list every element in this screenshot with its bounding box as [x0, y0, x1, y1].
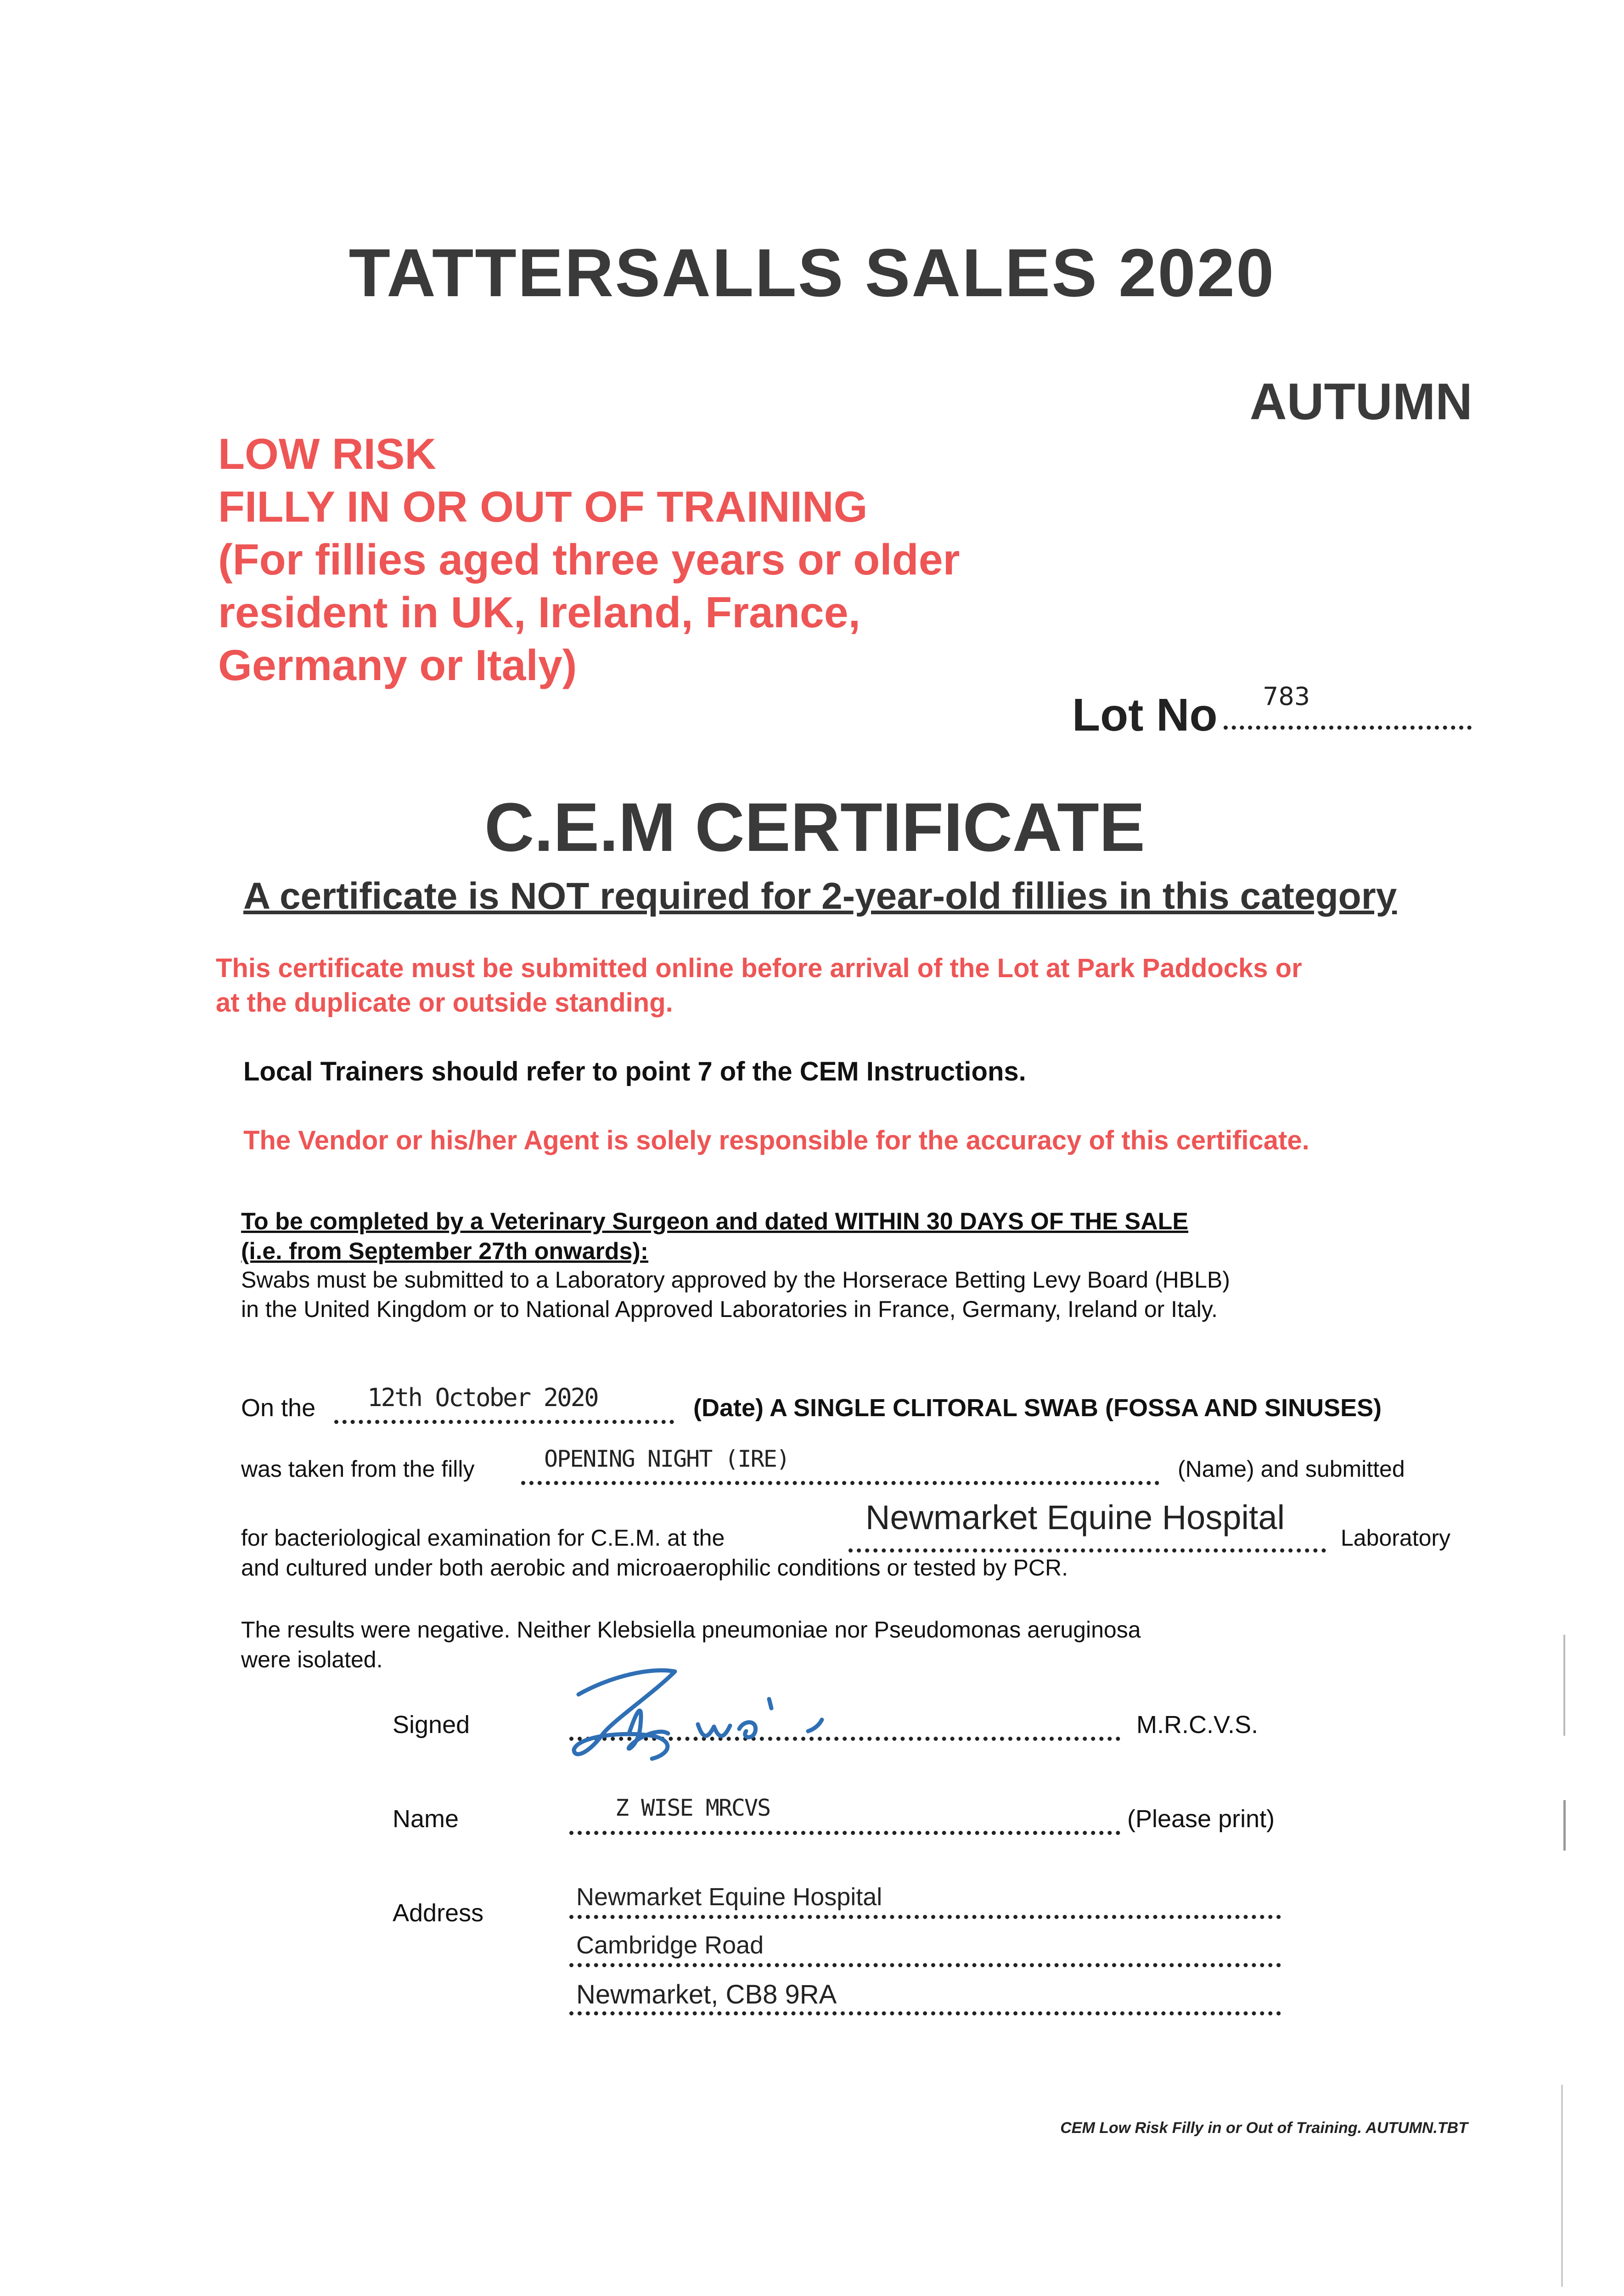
- scan-mark-middle: [1563, 1800, 1566, 1851]
- instructions-heading-line-1: To be completed by a Veterinary Surgeon and dated WITHIN 30 DAYS OF THE SALE: [241, 1208, 1189, 1235]
- mrcvs-suffix: M.R.C.V.S.: [1136, 1711, 1259, 1739]
- laboratory-dots: [849, 1548, 1326, 1553]
- vendor-responsibility-note: The Vendor or his/her Agent is solely responsible for the accuracy of this certificate.: [243, 1125, 1309, 1155]
- category-line-2: FILLY IN OR OUT OF TRAINING: [218, 483, 868, 531]
- handwritten-signature: [560, 1644, 891, 1773]
- vet-name-label: Name: [393, 1805, 459, 1833]
- instructions-heading-line-2: (i.e. from September 27th onwards):: [241, 1238, 649, 1265]
- vet-name-dots: [569, 1831, 1120, 1835]
- submission-notice-line-2: at the duplicate or outside standing.: [216, 988, 673, 1018]
- scan-mark-upper: [1563, 1635, 1565, 1736]
- form-reference: CEM Low Risk Filly in or Out of Training. AUTUMN.TBT: [1060, 2119, 1468, 2137]
- filly-name-dots: [521, 1481, 1159, 1485]
- not-required-notice: A certificate is NOT required for 2-year-old fillies in this category: [243, 875, 1397, 917]
- cultured-note: and cultured under both aerobic and microaerophilic conditions or tested by PCR.: [241, 1555, 1068, 1581]
- lot-number: 783: [1263, 682, 1310, 711]
- category-line-5: Germany or Italy): [218, 641, 577, 690]
- local-trainers-note: Local Trainers should refer to point 7 of the CEM Instructions.: [243, 1057, 1026, 1086]
- scan-mark-lower: [1561, 2085, 1563, 2287]
- page-title: TATTERSALLS SALES 2020: [348, 235, 1276, 311]
- exam-prefix: for bacteriological examination for C.E.M. at the: [241, 1525, 725, 1551]
- results-line-2: were isolated.: [241, 1647, 383, 1672]
- name-suffix: (Name) and submitted: [1178, 1456, 1405, 1482]
- sale-name: AUTUMN: [1249, 373, 1472, 430]
- address-line-1: Newmarket Equine Hospital: [576, 1883, 882, 1911]
- vet-name-value: Z WISE MRCVS: [615, 1795, 770, 1821]
- address-label: Address: [393, 1899, 484, 1927]
- date-value: 12th October 2020: [367, 1383, 598, 1412]
- submission-notice-line-1: This certificate must be submitted online before arrival of the Lot at Park Paddocks or: [216, 953, 1302, 983]
- taken-from-label: was taken from the filly: [241, 1456, 475, 1482]
- category-line-3: (For fillies aged three years or older: [218, 535, 960, 584]
- address-dots-2: [569, 1963, 1281, 1967]
- address-line-2: Cambridge Road: [576, 1931, 764, 1959]
- results-line-1: The results were negative. Neither Klebsiella pneumoniae nor Pseudomonas aeruginosa: [241, 1617, 1141, 1643]
- date-dots: [334, 1420, 674, 1424]
- instructions-body-line-1: Swabs must be submitted to a Laboratory approved by the Horserace Betting Levy Board (HBLB): [241, 1267, 1230, 1293]
- lot-label: Lot No: [1072, 689, 1218, 741]
- certificate-title: C.E.M CERTIFICATE: [484, 788, 1145, 866]
- category-line-1: LOW RISK: [218, 430, 436, 478]
- please-print-note: (Please print): [1127, 1805, 1275, 1833]
- lot-dots: [1224, 726, 1472, 730]
- address-dots-1: [569, 1915, 1281, 1919]
- on-the-label: On the: [241, 1394, 316, 1422]
- signed-label: Signed: [393, 1711, 470, 1739]
- filly-name-value: OPENING NIGHT (IRE): [544, 1446, 789, 1472]
- laboratory-value: Newmarket Equine Hospital: [865, 1498, 1285, 1536]
- address-line-3: Newmarket, CB8 9RA: [576, 1980, 837, 2009]
- category-line-4: resident in UK, Ireland, France,: [218, 588, 860, 637]
- laboratory-suffix: Laboratory: [1341, 1525, 1451, 1551]
- instructions-body-line-2: in the United Kingdom or to National Approved Laboratories in France, Germany, Ireland or Italy.: [241, 1296, 1218, 1322]
- address-dots-3: [569, 2011, 1281, 2015]
- date-suffix: (Date) A SINGLE CLITORAL SWAB (FOSSA AND SINUSES): [693, 1394, 1382, 1422]
